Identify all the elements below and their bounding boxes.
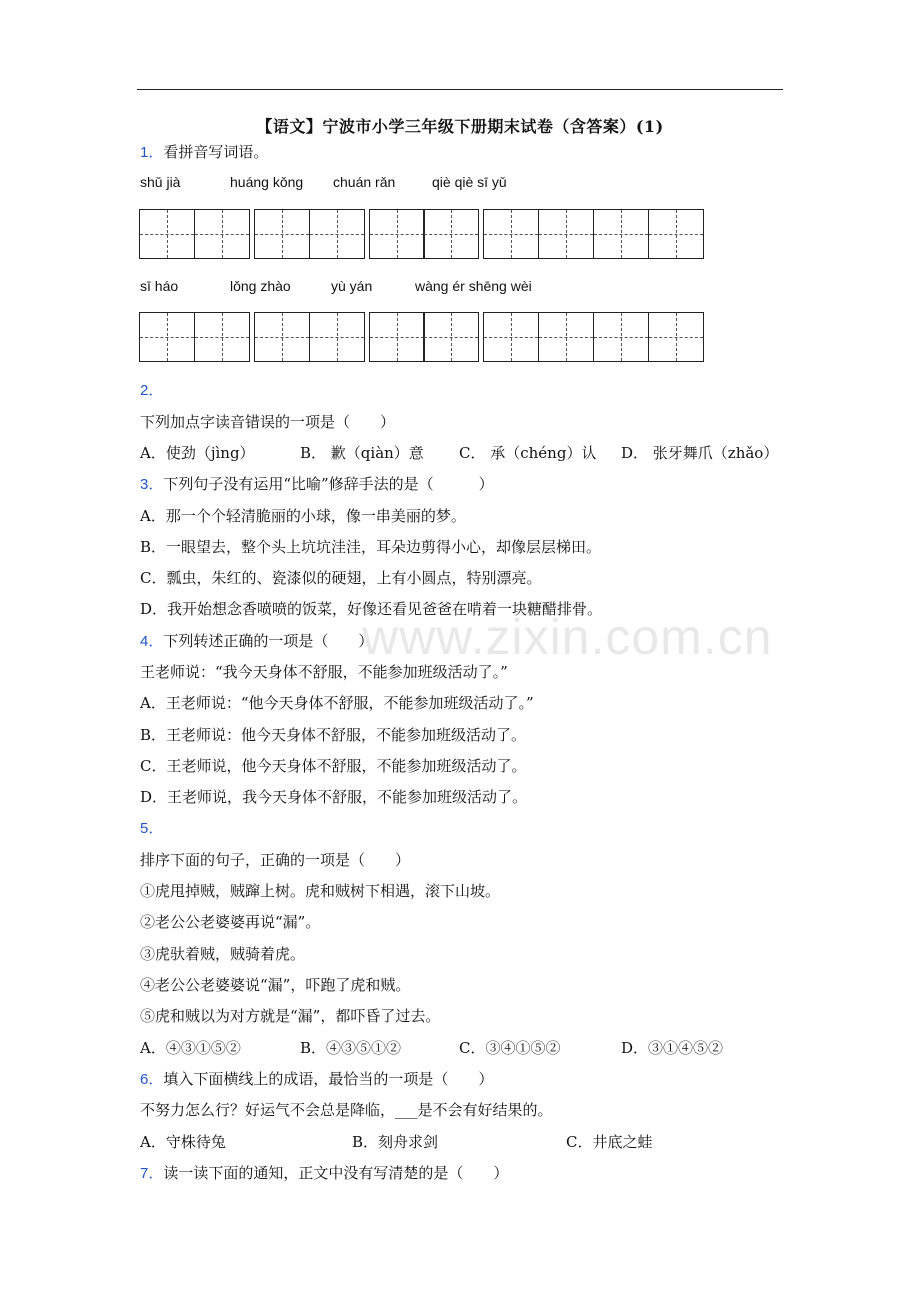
pinyin-label: lǒng zhào (230, 278, 291, 294)
option-c[interactable]: C． 承（chéng）认 (459, 444, 597, 462)
sentence-item: ①虎甩掉贼，贼蹿上树。虎和贼树下相遇，滚下山坡。 (140, 882, 501, 900)
question-text: 下列句子没有运用“比喻”修辞手法的是（ ） (163, 475, 494, 493)
tianzi-cell[interactable] (648, 312, 704, 362)
pinyin-label: wàng ér shēng wèi (415, 278, 532, 294)
word-box[interactable] (139, 209, 250, 259)
word-box[interactable] (254, 209, 365, 259)
option-d[interactable]: D．王老师说，我今天身体不舒服，不能参加班级活动了。 (140, 788, 528, 806)
tianzi-cell[interactable] (194, 209, 250, 259)
sentence-item: ④老公公老婆婆说“漏”，吓跑了虎和贼。 (140, 976, 411, 994)
question-text: 填入下面横线上的成语，最恰当的一项是（ ） (163, 1070, 494, 1088)
tianzi-cell[interactable] (648, 209, 704, 259)
header-rule (137, 89, 783, 90)
tianzi-cell[interactable] (538, 209, 594, 259)
question-number: 4． (140, 633, 164, 650)
option-d[interactable]: D． 张牙舞爪（zhǎo） (621, 444, 779, 462)
word-box[interactable] (369, 209, 480, 259)
question-3 (140, 474, 494, 495)
option-b[interactable]: B．④③⑤①② (300, 1039, 402, 1057)
question-number: 1． (140, 144, 164, 161)
tianzi-cell[interactable] (194, 312, 250, 362)
pinyin-label: qiè qiè sī yǔ (432, 174, 507, 190)
option-c[interactable]: C．瓢虫，朱红的、瓷漆似的硬翅，上有小圆点，特别漂亮。 (140, 569, 542, 587)
question-number: 5． (140, 820, 164, 837)
question-text: 读一读下面的通知，正文中没有写清楚的是（ ） (163, 1164, 509, 1182)
option-c[interactable]: C．井底之蛙 (566, 1133, 653, 1151)
question-7 (140, 1163, 508, 1184)
tianzi-cell[interactable] (538, 312, 594, 362)
option-c[interactable]: C．③④①⑤② (459, 1039, 561, 1057)
option-a[interactable]: A．那一个个轻清脆丽的小球，像一串美丽的梦。 (140, 507, 466, 525)
option-a[interactable]: A．守株待兔 (140, 1133, 226, 1151)
tianzi-cell[interactable] (369, 209, 425, 259)
option-b[interactable]: B．一眼望去，整个头上坑坑洼洼，耳朵边剪得小心，却像层层梯田。 (140, 538, 602, 556)
option-b[interactable]: B． 歉（qiàn）意 (300, 444, 424, 462)
question-number: 2． (140, 382, 164, 399)
pinyin-label: sī háo (140, 278, 179, 294)
sentence-item: ②老公公老婆婆再说“漏”。 (140, 913, 321, 931)
question-5-text: 排序下面的句子，正确的一项是（ ） (140, 851, 411, 869)
page-title: 【语文】宁波市小学三年级下册期末试卷（含答案）(1) (256, 117, 664, 136)
word-box[interactable] (369, 312, 480, 362)
pinyin-label: huáng kǒng (230, 174, 304, 190)
option-d[interactable]: D．③①④⑤② (621, 1039, 724, 1057)
word-box[interactable] (254, 312, 365, 362)
tianzi-cell[interactable] (483, 209, 539, 259)
question-2-text: 下列加点字读音错误的一项是（ ） (140, 413, 396, 431)
question-5-number (140, 818, 163, 839)
tianzi-cell[interactable] (483, 312, 539, 362)
question-number: 7． (140, 1165, 164, 1182)
tianzi-cell[interactable] (593, 312, 649, 362)
question-number: 3． (140, 476, 164, 493)
question-2-number (140, 380, 163, 401)
question-1 (140, 142, 268, 163)
sentence-item: ⑤虎和贼以为对方就是“漏”，都吓昏了过去。 (140, 1007, 441, 1025)
pinyin-label: yù yán (331, 278, 373, 294)
tianzi-cell[interactable] (593, 209, 649, 259)
option-b[interactable]: B．王老师说：他今天身体不舒服，不能参加班级活动了。 (140, 726, 527, 744)
pinyin-label: chuán rǎn (333, 174, 396, 190)
option-a[interactable]: A．使劲（jìng） (140, 444, 255, 462)
tianzi-cell[interactable] (139, 209, 195, 259)
question-4-quote: 王老师说：“我今天身体不舒服，不能参加班级活动了。” (140, 663, 508, 681)
tianzi-cell[interactable] (254, 209, 310, 259)
writing-grid-row-1 (139, 209, 704, 259)
tianzi-cell[interactable] (254, 312, 310, 362)
option-a[interactable]: A．王老师说：“他今天身体不舒服，不能参加班级活动了。” (140, 694, 534, 712)
tianzi-cell[interactable] (139, 312, 195, 362)
watermark: www.zixin.com.cn (362, 609, 773, 665)
writing-grid-row-2 (139, 312, 704, 362)
tianzi-cell[interactable] (423, 312, 479, 362)
question-text: 看拼音写词语。 (163, 143, 269, 161)
option-b[interactable]: B．刻舟求剑 (352, 1133, 439, 1151)
word-box[interactable] (483, 209, 703, 259)
pinyin-label: shǔ jià (140, 174, 181, 190)
word-box[interactable] (483, 312, 703, 362)
tianzi-cell[interactable] (423, 209, 479, 259)
tianzi-cell[interactable] (369, 312, 425, 362)
tianzi-cell[interactable] (309, 312, 365, 362)
sentence-item: ③虎驮着贼，贼骑着虎。 (140, 945, 306, 963)
question-6-sentence: 不努力怎么行？好运气不会总是降临，___是不会有好结果的。 (140, 1101, 553, 1119)
question-text: 下列转述正确的一项是（ ） (163, 632, 374, 650)
option-a[interactable]: A．④③①⑤② (140, 1039, 241, 1057)
question-6 (140, 1069, 493, 1090)
word-box[interactable] (139, 312, 250, 362)
question-4 (140, 631, 373, 652)
option-c[interactable]: C．王老师说，他今天身体不舒服，不能参加班级活动了。 (140, 757, 527, 775)
option-d[interactable]: D．我开始想念香喷喷的饭菜，好像还看见爸爸在啃着一块糖醋排骨。 (140, 600, 603, 618)
tianzi-cell[interactable] (309, 209, 365, 259)
question-number: 6． (140, 1071, 164, 1088)
